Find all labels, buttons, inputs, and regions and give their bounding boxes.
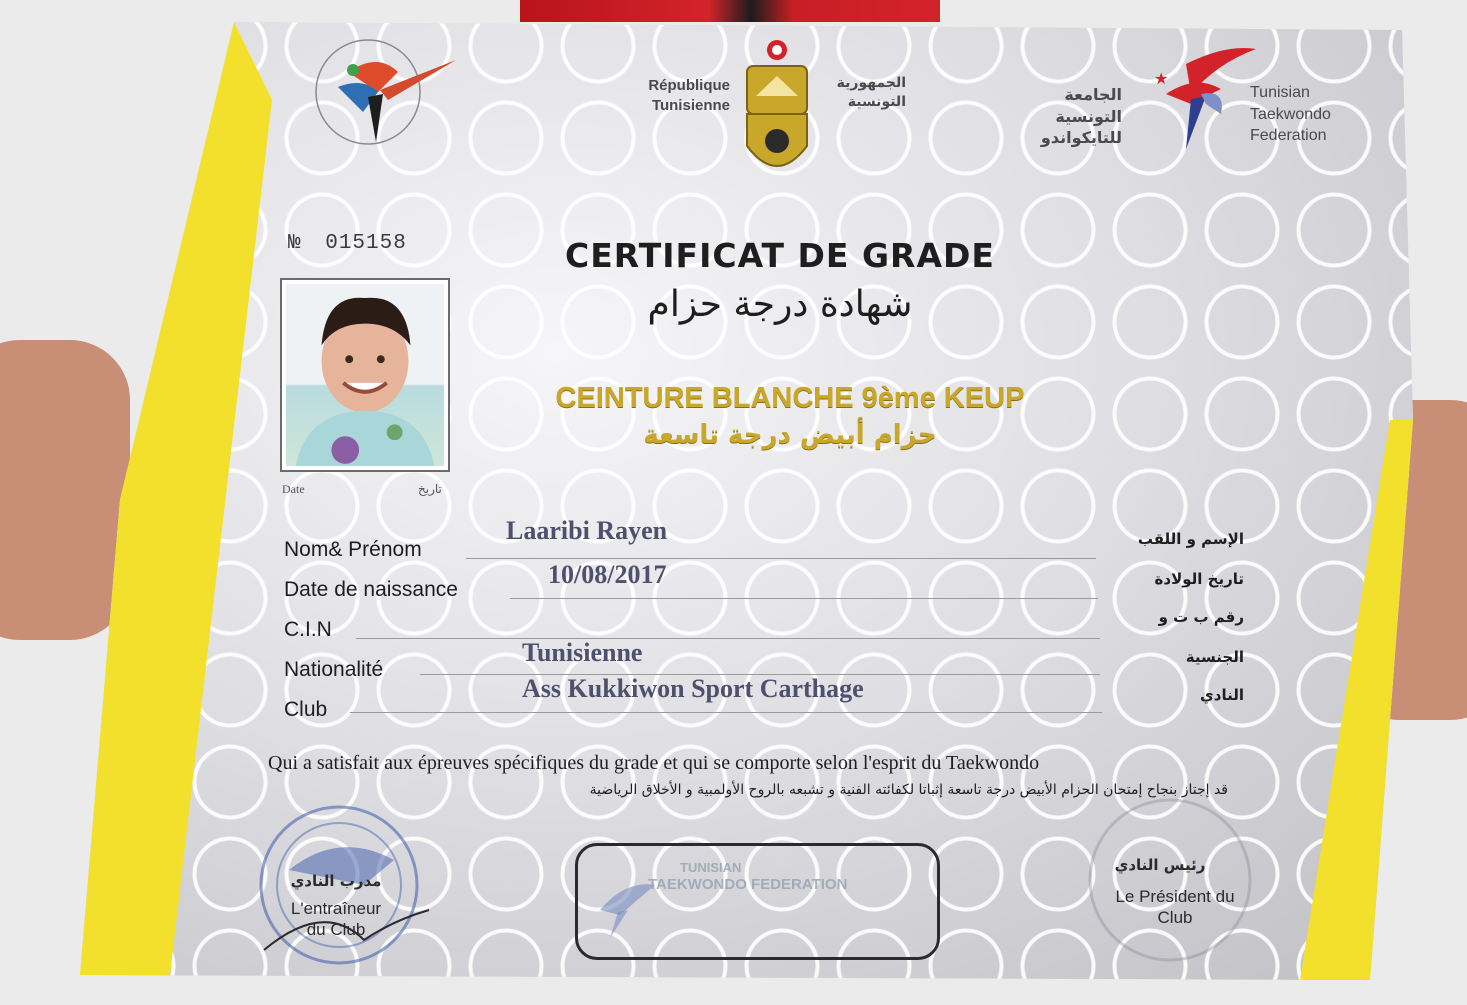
field-birthdate-label-ar: تاريخ الولادة	[1154, 570, 1244, 588]
federation-ar-line3: للتايكواندو	[1040, 128, 1122, 148]
left-hand	[0, 340, 130, 640]
holder-photo	[280, 278, 450, 472]
president-stamp-icon	[1060, 790, 1260, 970]
photo-date-label-fr: Date	[282, 482, 305, 496]
svg-text:★: ★	[1154, 69, 1169, 88]
holder-photo-image	[286, 284, 444, 466]
field-nationality-label-fr: Nationalité	[284, 658, 384, 681]
federation-ar-line1: الجامعة	[1064, 85, 1122, 104]
field-birthdate-line	[510, 598, 1098, 599]
child-portrait-icon	[286, 284, 444, 466]
certificate-title-fr: CERTIFICAT DE GRADE	[565, 236, 995, 275]
field-club-label-fr: Club	[284, 698, 328, 721]
statement-ar: قد إجتاز بنجاح إمتحان الحزام الأبيض درجة تاسعة إثباتا لكفائته الفنية و تشبعه بالروح الأولمبية و الأخلاق الرياضية	[589, 782, 1228, 798]
tunisian-federation-logo-icon	[1146, 44, 1256, 154]
federation-label-en	[1250, 82, 1331, 147]
serial-number	[288, 232, 407, 255]
republic-ar-line2: التونسية	[847, 93, 906, 110]
federation-en-line1: Tunisian	[1250, 84, 1310, 101]
field-club-line	[350, 712, 1102, 713]
republic-fr-line2: Tunisienne	[651, 97, 730, 115]
federation-en-line3: Federation	[1250, 127, 1327, 145]
serial-prefix: №	[288, 232, 302, 255]
certificate-title-ar: شهادة درجة حزام	[647, 284, 913, 325]
tunisia-coat-of-arms-icon	[732, 36, 822, 186]
federation-label-ar	[1010, 84, 1122, 149]
republic-label-fr	[630, 76, 730, 117]
president-label-ar: رئيس النادي	[1114, 856, 1206, 874]
coach-fr-line2: du Club	[306, 920, 366, 940]
field-birthdate-value: 10/08/2017	[548, 560, 667, 589]
field-name-label-fr: Nom& Prénom	[284, 538, 422, 561]
republic-label-ar	[826, 74, 906, 112]
field-name-value: Laaribi Rayen	[506, 516, 668, 545]
field-nationality-value: Tunisienne	[522, 638, 643, 667]
coach-fr-line1: L'entraîneur	[290, 899, 382, 918]
photo-date-label-ar: تاريخ	[418, 482, 442, 496]
belt-strip	[520, 0, 940, 22]
statement-fr: Qui a satisfait aux épreuves spécifiques du grade et qui se comporte selon l'esprit du Taekwondo	[268, 752, 1040, 774]
federation-ar-line2: التونسية	[1055, 106, 1122, 126]
stamp-line1: TUNISIAN	[680, 860, 742, 875]
world-taekwondo-logo-icon	[308, 32, 458, 152]
field-club-label-ar: النادي	[1200, 686, 1244, 704]
coach-label-ar: مدرب النادي	[290, 872, 382, 890]
republic-ar-line1: الجمهورية	[836, 75, 906, 91]
president-label-fr	[1090, 886, 1260, 929]
president-fr-line2: Club	[1157, 908, 1193, 928]
field-cin-line	[356, 638, 1100, 639]
coach-label-fr	[256, 898, 416, 941]
field-cin-label-ar: رقم ب ت و	[1158, 608, 1244, 626]
president-fr-line1: Le Président du	[1115, 887, 1235, 906]
stamp-line2: TAEKWONDO FEDERATION	[648, 876, 848, 893]
field-name-label-ar: الإسم و اللقب	[1137, 530, 1244, 548]
field-club-value: Ass Kukkiwon Sport Carthage	[522, 674, 864, 703]
field-cin-label-fr: C.I.N	[284, 618, 332, 641]
serial-value: 015158	[325, 232, 407, 255]
field-birthdate-label-fr: Date de naissance	[284, 578, 458, 601]
grade-title-fr: CEINTURE BLANCHE 9ème KEUP	[555, 382, 1025, 414]
federation-en-line2: Taekwondo	[1250, 105, 1331, 123]
republic-fr-line1: République	[648, 77, 730, 94]
field-name-line	[466, 558, 1096, 559]
grade-title-ar: حزام أبيض درجة تاسعة	[643, 420, 937, 450]
field-nationality-label-ar: الجنسية	[1185, 648, 1244, 666]
